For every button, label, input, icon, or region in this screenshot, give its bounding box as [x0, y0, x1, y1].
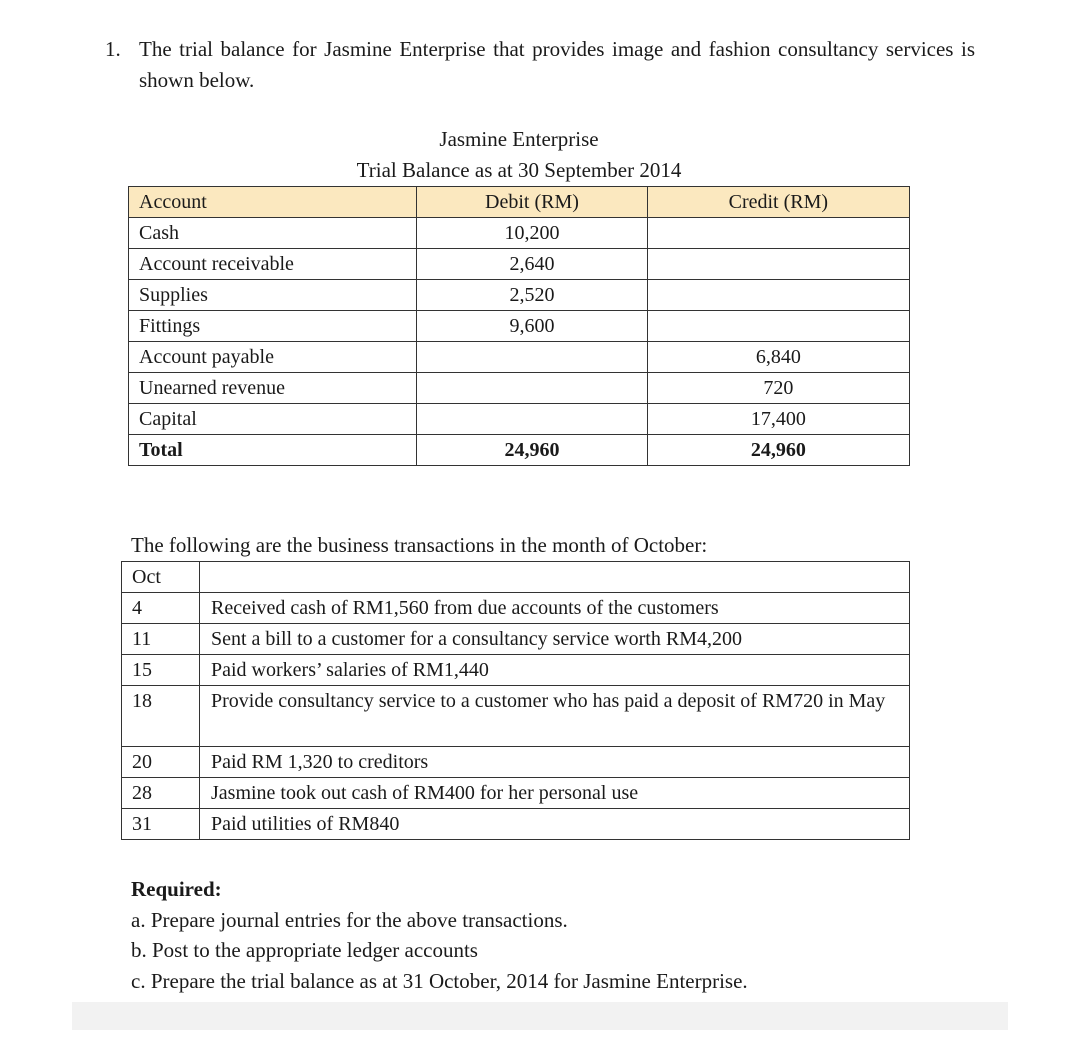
transactions-table: [121, 561, 910, 840]
description-header: [200, 562, 910, 593]
account-cell: Account receivable: [129, 249, 417, 280]
table-row: [129, 280, 910, 311]
trial-balance-company-name: Jasmine Enterprise: [439, 127, 599, 151]
trial-balance-table: [128, 186, 910, 466]
required-section: [131, 874, 748, 996]
transaction-row: [122, 778, 910, 809]
total-row: [129, 435, 910, 466]
transactions-intro: The following are the business transactions in the month of October:: [131, 533, 708, 557]
account-cell: Account payable: [129, 342, 417, 373]
transaction-description: Jasmine took out cash of RM400 for her personal use: [200, 778, 910, 809]
account-cell: Cash: [129, 218, 417, 249]
transaction-date: 15: [122, 655, 200, 686]
transaction-row: [122, 809, 910, 840]
header-account: Account: [129, 187, 417, 218]
transaction-date: 11: [122, 624, 200, 655]
account-cell: Fittings: [129, 311, 417, 342]
debit-cell: 2,640: [417, 249, 647, 280]
transaction-row: [122, 686, 910, 747]
transaction-date: 31: [122, 809, 200, 840]
debit-cell: 9,600: [417, 311, 647, 342]
trial-balance-header-row: [129, 187, 910, 218]
credit-cell: 6,840: [647, 342, 909, 373]
required-item-c: c. Prepare the trial balance as at 31 October, 2014 for Jasmine Enterprise.: [131, 968, 748, 993]
table-row: [129, 311, 910, 342]
debit-cell: [417, 342, 647, 373]
question-number: 1.: [105, 37, 121, 61]
question-1: [105, 34, 975, 96]
debit-cell: [417, 404, 647, 435]
month-header: Oct: [122, 562, 200, 593]
transaction-row: [122, 747, 910, 778]
trial-balance-title: Trial Balance as at 30 September 2014: [356, 158, 682, 182]
required-item-a: a. Prepare journal entries for the above transactions.: [131, 907, 568, 932]
total-credit: 24,960: [647, 435, 909, 466]
credit-cell: [647, 218, 909, 249]
question-text: The trial balance for Jasmine Enterprise that provides image and fashion consultancy services is shown below.: [139, 37, 975, 92]
transaction-description: Paid workers’ salaries of RM1,440: [200, 655, 910, 686]
total-label: Total: [129, 435, 417, 466]
account-cell: Capital: [129, 404, 417, 435]
debit-cell: 10,200: [417, 218, 647, 249]
table-row: [129, 218, 910, 249]
transaction-row: [122, 593, 910, 624]
transactions-header-row: [122, 562, 910, 593]
transaction-description: Provide consultancy service to a customer who has paid a deposit of RM720 in May: [200, 686, 910, 747]
required-item-b: b. Post to the appropriate ledger accounts: [131, 938, 478, 962]
table-row: [129, 342, 910, 373]
credit-cell: [647, 280, 909, 311]
credit-cell: [647, 311, 909, 342]
transaction-description: Paid RM 1,320 to creditors: [200, 747, 910, 778]
table-row: [129, 373, 910, 404]
header-debit: Debit (RM): [417, 187, 647, 218]
total-debit: 24,960: [417, 435, 647, 466]
account-cell: Supplies: [129, 280, 417, 311]
transaction-date: 18: [122, 686, 200, 747]
transaction-row: [122, 655, 910, 686]
page-bottom-strip: [72, 1002, 1008, 1030]
table-row: [129, 249, 910, 280]
transaction-date: 20: [122, 747, 200, 778]
credit-cell: 17,400: [647, 404, 909, 435]
transaction-date: 4: [122, 593, 200, 624]
required-heading: Required:: [131, 877, 222, 901]
transaction-description: Sent a bill to a customer for a consultancy service worth RM4,200: [200, 624, 910, 655]
credit-cell: [647, 249, 909, 280]
debit-cell: 2,520: [417, 280, 647, 311]
transaction-description: Received cash of RM1,560 from due accounts of the customers: [200, 593, 910, 624]
account-cell: Unearned revenue: [129, 373, 417, 404]
transaction-row: [122, 624, 910, 655]
header-credit: Credit (RM): [647, 187, 909, 218]
transaction-date: 28: [122, 778, 200, 809]
credit-cell: 720: [647, 373, 909, 404]
transaction-description: Paid utilities of RM840: [200, 809, 910, 840]
debit-cell: [417, 373, 647, 404]
table-row: [129, 404, 910, 435]
